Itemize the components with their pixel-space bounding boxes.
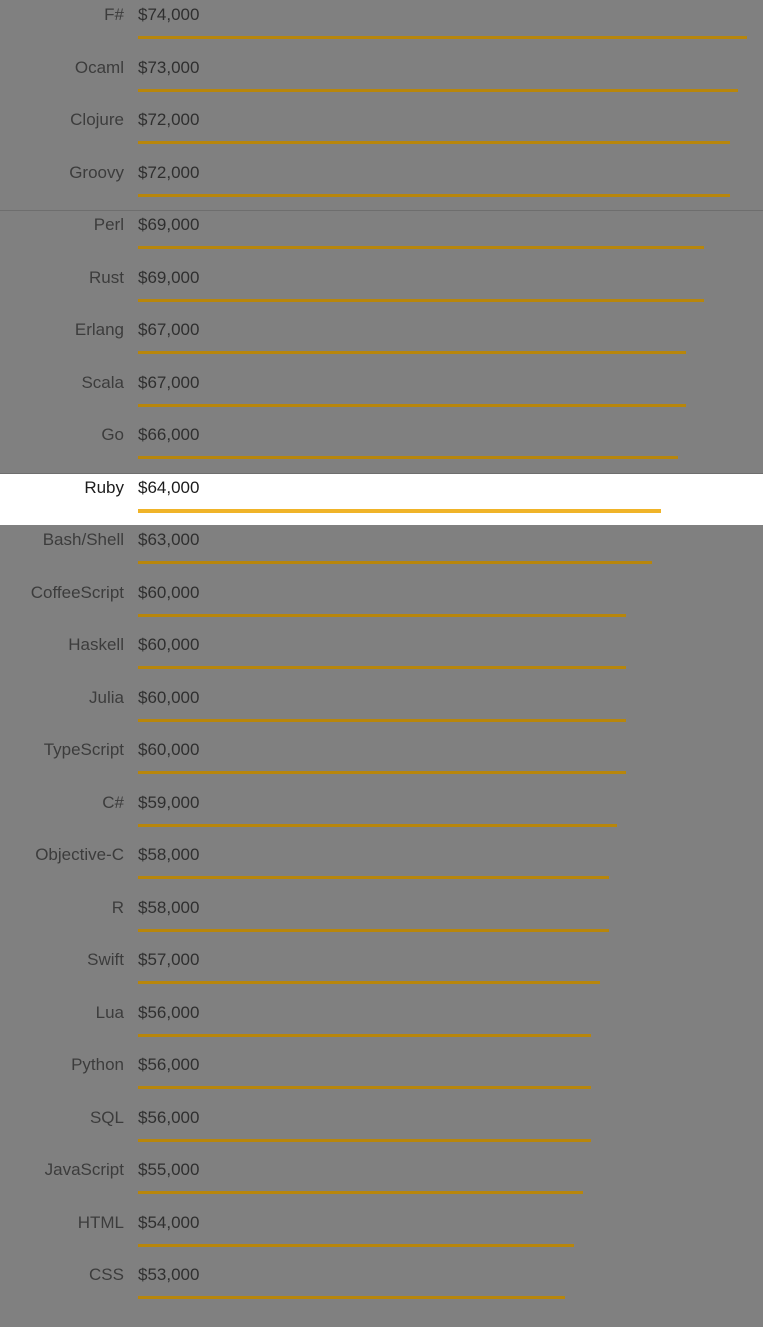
category-label: Haskell (68, 635, 124, 654)
chart-row (0, 315, 763, 368)
chart-row (0, 1260, 763, 1313)
value-bar (138, 456, 678, 459)
value-label: $60,000 (138, 582, 200, 602)
value-bar (138, 36, 747, 39)
value-label: $72,000 (138, 162, 200, 182)
category-label: Lua (95, 1002, 124, 1022)
value-label: $60,000 (138, 687, 200, 707)
bar-area (136, 158, 763, 211)
chart-row (0, 735, 763, 788)
value-bar (138, 1296, 565, 1299)
value-bar (138, 1139, 591, 1142)
category-label: Julia (89, 687, 124, 707)
bar-area (136, 1208, 763, 1261)
chart-row (0, 263, 763, 316)
value-label: $73,000 (138, 57, 200, 77)
chart-row (0, 1050, 763, 1103)
category-label: Objective-C (35, 845, 124, 864)
chart-row (0, 210, 763, 263)
bar-area (136, 945, 763, 998)
value-label: $58,000 (138, 897, 200, 917)
bar-area (136, 998, 763, 1051)
chart-row (0, 630, 763, 683)
bar-area (136, 368, 763, 421)
chart-row (0, 1103, 763, 1156)
bar-area (136, 525, 763, 578)
bar-area (136, 1260, 763, 1313)
chart-row (0, 105, 763, 158)
value-label: $53,000 (138, 1265, 200, 1284)
value-label: $67,000 (138, 372, 200, 392)
value-label: $67,000 (138, 320, 200, 339)
chart-row-highlighted (0, 473, 763, 526)
category-label: Clojure (70, 110, 124, 129)
chart-row (0, 683, 763, 736)
chart-row (0, 1155, 763, 1208)
value-bar (138, 1034, 591, 1037)
value-bar (138, 666, 626, 669)
value-label: $63,000 (138, 530, 200, 549)
bar-area (136, 735, 763, 788)
value-bar (138, 929, 609, 932)
bar-area (136, 1050, 763, 1103)
chart-row (0, 368, 763, 421)
bar-area (136, 473, 763, 526)
category-label: SQL (89, 1107, 124, 1127)
bar-area (136, 1103, 763, 1156)
value-label: $56,000 (138, 1055, 200, 1074)
bar-area (136, 788, 763, 841)
category-label: R (111, 897, 124, 917)
value-bar (138, 89, 738, 92)
value-bar (138, 299, 704, 302)
category-label: CSS (89, 1265, 124, 1284)
bar-area (136, 630, 763, 683)
chart-row (0, 0, 763, 53)
value-label: $69,000 (138, 267, 200, 287)
chart-row (0, 893, 763, 946)
value-bar (138, 561, 652, 564)
chart-row (0, 998, 763, 1051)
value-label: $72,000 (138, 110, 200, 129)
category-label: F# (104, 5, 124, 24)
value-bar (138, 824, 617, 827)
value-label: $57,000 (138, 950, 200, 969)
chart-row (0, 1208, 763, 1261)
bar-area (136, 683, 763, 736)
bar-area (136, 1155, 763, 1208)
bar-area (136, 105, 763, 158)
value-bar (138, 246, 704, 249)
bar-area (136, 0, 763, 53)
category-label: Go (101, 425, 124, 444)
category-label: Ruby (84, 477, 124, 497)
value-bar (138, 719, 626, 722)
category-label: C# (102, 792, 124, 812)
value-label: $59,000 (138, 792, 200, 812)
bar-area (136, 210, 763, 263)
chart-row (0, 158, 763, 211)
value-label: $64,000 (138, 477, 200, 497)
category-label: TypeScript (43, 740, 124, 759)
bar-area (136, 315, 763, 368)
bar-area (136, 53, 763, 106)
value-label: $60,000 (138, 635, 200, 654)
chart-row (0, 525, 763, 578)
bar-area (136, 893, 763, 946)
category-label: Swift (87, 950, 124, 969)
value-label: $66,000 (138, 425, 200, 444)
value-bar (138, 509, 661, 513)
value-bar (138, 194, 730, 197)
category-label: HTML (77, 1212, 124, 1232)
category-label: Python (71, 1055, 124, 1074)
value-bar (138, 1191, 583, 1194)
value-bar (138, 981, 600, 984)
chart-row (0, 788, 763, 841)
bar-area (136, 263, 763, 316)
value-label: $69,000 (138, 215, 200, 234)
chart-row (0, 578, 763, 631)
category-label: JavaScript (44, 1160, 124, 1179)
chart-row (0, 840, 763, 893)
category-label: Perl (93, 215, 124, 234)
bar-area (136, 420, 763, 473)
value-label: $58,000 (138, 845, 200, 864)
category-label: CoffeeScript (30, 582, 124, 602)
value-label: $60,000 (138, 740, 200, 759)
value-bar (138, 1086, 591, 1089)
value-bar (138, 1244, 574, 1247)
category-label: Bash/Shell (42, 530, 124, 549)
chart-row (0, 420, 763, 473)
category-label: Rust (89, 267, 124, 287)
value-label: $54,000 (138, 1212, 200, 1232)
value-bar (138, 141, 730, 144)
value-bar (138, 404, 686, 407)
category-label: Groovy (69, 162, 124, 182)
bar-area (136, 578, 763, 631)
value-label: $56,000 (138, 1107, 200, 1127)
chart-row (0, 945, 763, 998)
category-label: Erlang (74, 320, 124, 339)
value-bar (138, 876, 609, 879)
bar-area (136, 840, 763, 893)
category-label: Scala (81, 372, 124, 392)
value-bar (138, 771, 626, 774)
value-bar (138, 351, 686, 354)
value-label: $74,000 (138, 5, 200, 24)
chart-row (0, 53, 763, 106)
value-label: $56,000 (138, 1002, 200, 1022)
category-label: Ocaml (74, 57, 124, 77)
value-label: $55,000 (138, 1160, 200, 1179)
value-bar (138, 614, 626, 617)
